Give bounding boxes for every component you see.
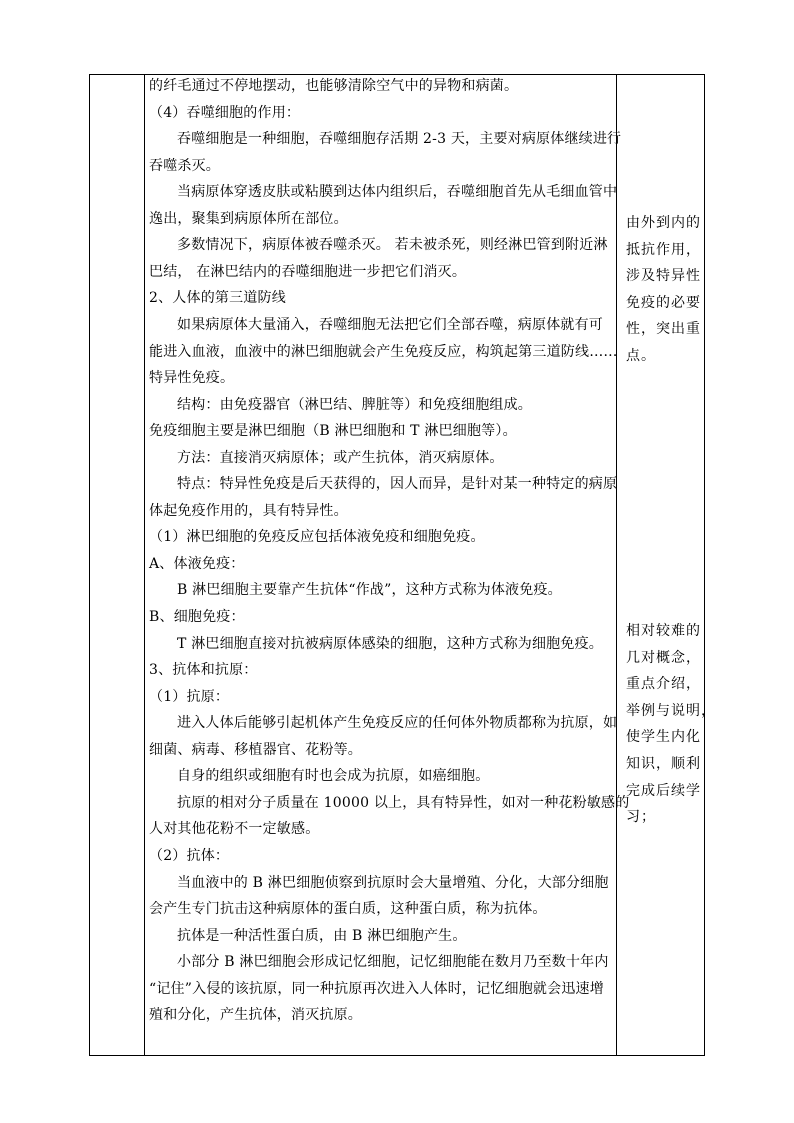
content-line: 的纤毛通过不停地摆动，也能够清除空气中的异物和病菌。 (149, 78, 519, 94)
design-note-line: 几对概念， (626, 649, 701, 666)
content-line: 殖和分化，产生抗体，消灭抗原。 (149, 1007, 362, 1024)
content-line: 多数情况下，病原体被吞噬杀灭。 若未被杀死，则经淋巴管到附近淋 (177, 237, 608, 254)
content-line: A、体液免疫： (149, 555, 245, 572)
content-line: 抗体是一种活性蛋白质，由 B 淋巴细胞产生。 (177, 927, 467, 944)
lesson-plan-table (89, 74, 716, 1056)
content-line: “记住”入侵的该抗原，同一种抗原再次进入人体时，记忆细胞就会迅速增 (149, 980, 604, 997)
content-line: 特异性免疫。 (149, 370, 235, 387)
content-line: （1）淋巴细胞的免疫反应包括体液免疫和细胞免疫。 (149, 529, 485, 546)
content-line: 3、抗体和抗原： (149, 662, 258, 679)
content-line: 巴结， 在淋巴结内的吞噬细胞进一步把它们消灭。 (149, 263, 467, 280)
content-line: 当血液中的 B 淋巴细胞侦察到抗原时会大量增殖、分化，大部分细胞 (177, 874, 609, 891)
content-line: （1）抗原： (149, 688, 230, 705)
content-line: 吞噬细胞是一种细胞，吞噬细胞存活期 2-3 天，主要对病原体继续进行 (177, 131, 622, 148)
content-line: （4）吞噬细胞的作用： (149, 104, 301, 121)
content-line: 方法：直接消灭病原体；或产生抗体，消灭病原体。 (177, 449, 504, 466)
design-note-line: 习； (626, 809, 656, 826)
content-line: 结构：由免疫器官（淋巴结、脾脏等）和免疫细胞组成。 (177, 396, 532, 413)
teaching-content-cell (146, 75, 630, 1055)
content-line: 逸出，聚集到病原体所在部位。 (149, 210, 348, 227)
content-line: 细菌、病毒、移植器官、花粉等。 (149, 741, 362, 758)
design-note-line: 使学生内化 (626, 729, 701, 746)
design-note-line: 点。 (626, 348, 656, 364)
design-note-line: 免疫的必要 (626, 294, 701, 311)
content-line: （2）抗体： (149, 847, 230, 864)
content-line: 2、人体的第三道防线 (149, 290, 286, 307)
content-line: 人对其他花粉不一定敏感。 (149, 821, 320, 838)
content-line: 免疫细胞主要是淋巴细胞（B 淋巴细胞和 T 淋巴细胞等）。 (149, 423, 517, 440)
design-note-line: 重点介绍， (626, 676, 701, 693)
content-line: B、细胞免疫： (149, 609, 245, 625)
content-line: 进入人体后能够引起机体产生免疫反应的任何体外物质都称为抗原，如 (177, 715, 618, 732)
content-line: 当病原体穿透皮肤或粘膜到达体内组织后，吞噬细胞首先从毛细血管中 (177, 184, 618, 201)
content-line: T 淋巴细胞直接对抗被病原体感染的细胞，这种方式称为细胞免疫。 (177, 635, 603, 652)
content-line: 吞噬杀灭。 (149, 157, 220, 174)
design-note-line: 知识，顺利 (626, 756, 701, 772)
content-line: 能进入血液，血液中的淋巴细胞就会产生免疫反应，构筑起第三道防线…… (149, 343, 618, 360)
design-note-line: 抵抗作用， (626, 241, 701, 258)
design-note-line: 完成后续学 (626, 782, 701, 799)
content-line: 会产生专门抗击这种病原体的蛋白质，这种蛋白质，称为抗体。 (149, 901, 547, 918)
content-line: 特点：特异性免疫是后天获得的，因人而异，是针对某一种特定的病原 (177, 476, 618, 493)
design-note-line: 涉及特异性 (626, 268, 701, 285)
content-line: 抗原的相对分子质量在 10000 以上，具有特异性，如对一种花粉敏感的 (177, 794, 630, 811)
content-line: B 淋巴细胞主要靠产生抗体“作战”，这种方式称为体液免疫。 (177, 582, 562, 599)
content-line: 小部分 B 淋巴细胞会形成记忆细胞，记忆细胞能在数月乃至数十年内 (177, 954, 609, 971)
content-line: 如果病原体大量涌入，吞噬细胞无法把它们全部吞噬，病原体就有可 (177, 316, 603, 333)
design-intent-cell (621, 75, 716, 1055)
design-note-line: 相对较难的 (626, 623, 701, 639)
column-divider (144, 75, 145, 1055)
design-note-line: 由外到内的 (626, 215, 701, 231)
design-note-line: 性，突出重 (626, 321, 701, 338)
content-line: 体起免疫作用的，具有特异性。 (149, 502, 348, 519)
design-note-line: 举例与说明， (626, 702, 716, 719)
content-line: 自身的组织或细胞有时也会成为抗原，如癌细胞。 (177, 768, 490, 785)
